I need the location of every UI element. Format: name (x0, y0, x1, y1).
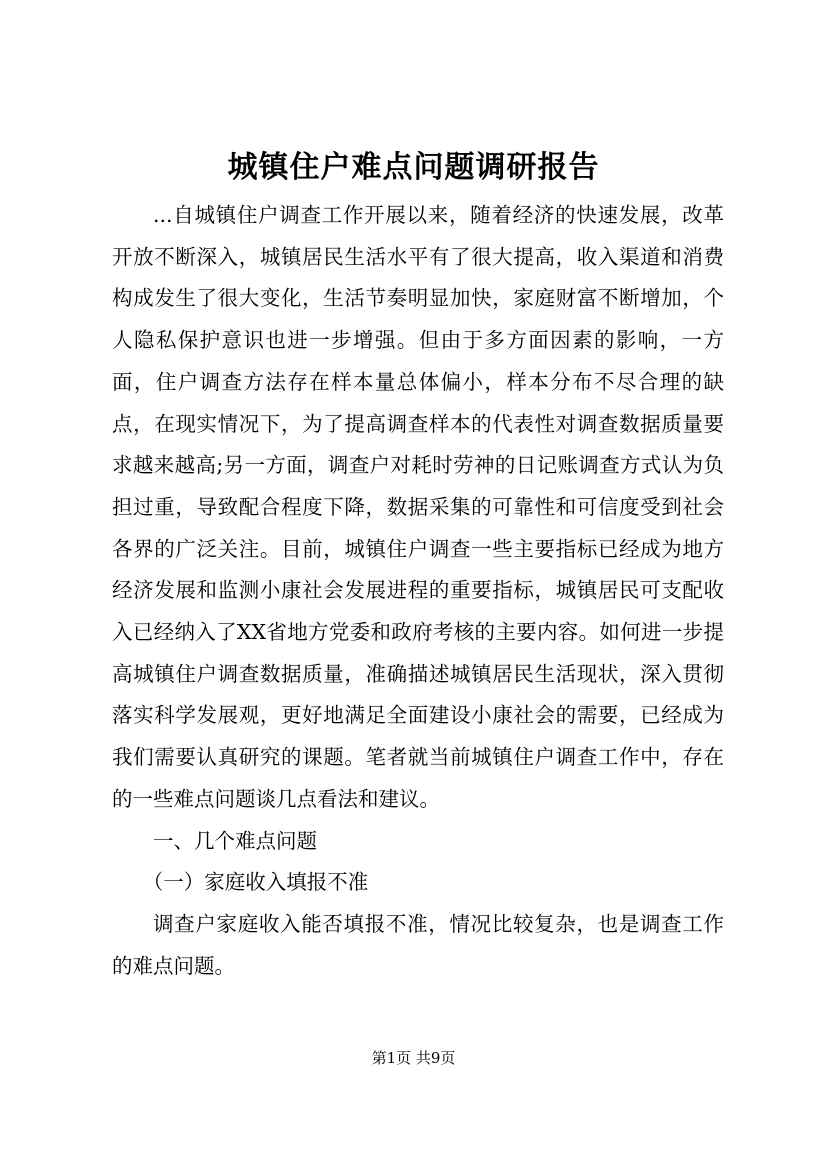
body-paragraph: 调查户家庭收入能否填报不准，情况比较复杂，也是调查工作的难点问题。 (112, 911, 724, 978)
section-heading: 一、几个难点问题 (153, 828, 317, 853)
intro-paragraph: ...自城镇住户调查工作开展以来，随着经济的快速发展，改革开放不断深入，城镇居民生活水平有了很大提高，收入渠道和消费构成发生了很大变化，生活节奏明显加快，家庭财富不断增加，个人隐私保护意识也进一步增强。但由于多方面因素的影响，一方面，住户调查方法存在样本量总体偏小，样本分布不尽合理的缺点，在现实情况下，为了提高调查样本的代表性对调查数据质量要求越来越高;另一方面，调查户对耗时劳神的日记账调查方式认为负担过重，导致配合程度下降，数据采集的可靠性和可信度受到社会各界的广泛关注。目前，城镇住户调查一些主要指标已经成为地方经济发展和监测小康社会发展进程的重要指标，城镇居民可支配收入已经纳入了XX省地方党委和政府考核的主要内容。如何进一步提高城镇住户调查数据质量，准确描述城镇居民生活现状，深入贯彻落实科学发展观，更好地满足全面建设小康社会的需要，已经成为我们需要认真研究的课题。笔者就当前城镇住户调查工作中，存在的一些难点问题谈几点看法和建议。 (112, 203, 724, 811)
document-body (112, 195, 724, 987)
page-number-footer: 第1页 共9页 (371, 1049, 456, 1067)
document-title: 城镇住户难点问题调研报告 (227, 150, 600, 185)
subsection-heading: （一）家庭收入填报不准 (142, 870, 369, 895)
